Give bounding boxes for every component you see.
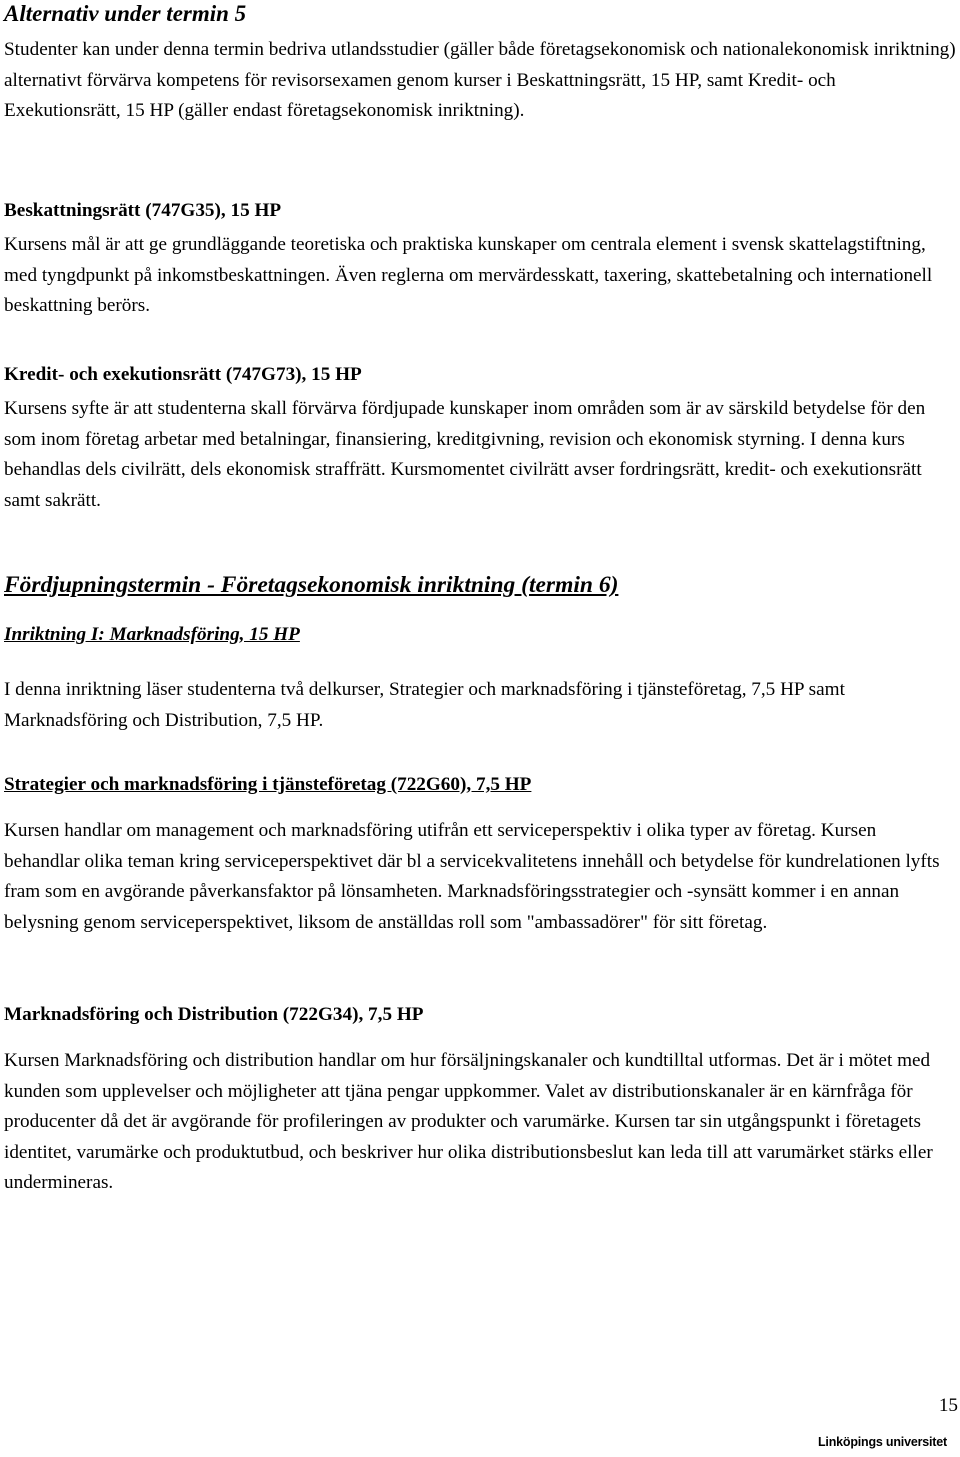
heading-strategier-tjansteforetag: Strategier och marknadsföring i tjänsteföretag (722G60), 7,5 HP — [4, 774, 532, 795]
paragraph-termin5: Studenter kan under denna termin bedriva utlandsstudier (gäller både företagsekonomisk och nationalekonomisk inriktning) alternativt förvärva kompetens för revisorsexamen genom kurser i Beskattningsrätt, 15 HP, samt Kredit- och Exekutionsrätt, 15 HP (gäller endast företagsekonomisk inriktning). — [4, 39, 956, 121]
paragraph-kredit-exekutionsratt: Kursens syfte är att studenterna skall förvärva fördjupade kunskaper inom områden som är av särskild betydelse för den som inom företag arbetar med betalningar, finansiering, kreditgivning, revision och ekonomisk styrning. I denna kurs behandlas dels civilrätt, dels ekonomisk straffrätt. Kursmomentet civilrätt avser fordringsrätt, kredit- och exekutionsrätt samt sakrätt. — [4, 398, 926, 511]
heading-kredit-exekutionsratt: Kredit- och exekutionsrätt (747G73), 15 HP — [4, 364, 362, 385]
heading-beskattningsratt: Beskattningsrätt (747G35), 15 HP — [4, 200, 282, 221]
paragraph-beskattningsratt: Kursens mål är att ge grundläggande teoretiska och praktiska kunskaper om centrala element i svensk skattelagstiftning, med tyngdpunkt på inkomstbeskattningen. Även reglerna om mervärdesskatt, taxering, skattebetalning och internationell beskattning berörs. — [4, 234, 933, 316]
heading-inriktning-marknadsforing: Inriktning I: Marknadsföring, 15 HP — [4, 624, 300, 645]
heading-marknadsforing-distribution: Marknadsföring och Distribution (722G34), 7,5 HP — [4, 1004, 424, 1025]
heading-termin5: Alternativ under termin 5 — [4, 1, 247, 26]
paragraph-inriktning-marknadsforing: I denna inriktning läser studenterna två delkurser, Strategier och marknadsföring i tjänsteföretag, 7,5 HP samt Marknadsföring och Distribution, 7,5 HP. — [4, 679, 845, 731]
heading-fordjupningstermin: Fördjupningstermin - Företagsekonomisk inriktning (termin 6) — [4, 572, 619, 598]
paragraph-strategier-tjansteforetag: Kursen handlar om management och marknadsföring utifrån ett serviceperspektiv i olika typer av företag. Kursen behandlar olika teman kring serviceperspektivet där bl a servicekvalitetens innehåll och betydelse för kundrelationen lyfts fram som en avgörande påverkansfaktor på lönsamheten. Marknadsföringsstrategier och -synsätt kommer i en annan belysning genom serviceperspektivet, liksom de anställdas roll som "ambassadörer" för sitt företag. — [4, 820, 940, 933]
university-logo: Linköpings universitet — [818, 1435, 947, 1449]
page-number: 15 — [938, 1395, 958, 1416]
paragraph-marknadsforing-distribution: Kursen Marknadsföring och distribution handlar om hur försäljningskanaler och kundtilltal utformas. Det är i mötet med kunden som upplevelser och möjligheter att tjäna pengar uppkommer. Valet av distributionskanaler är en kärnfråga för producenter då det är avgörande för profileringen av produkter och varumärke. Kursen tar sin utgångspunkt i företagets identitet, varumärke och produktutbud, och beskriver hur olika distributionsbeslut kan leda till att varumärket stärks eller undermineras. — [4, 1050, 933, 1193]
